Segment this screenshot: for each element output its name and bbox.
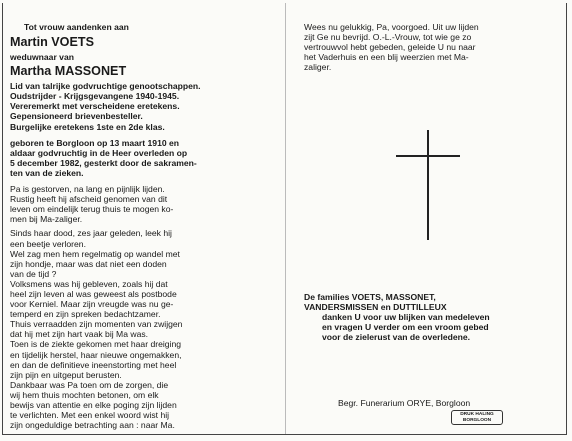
card-border-bottom	[2, 434, 567, 435]
cross-horizontal-bar	[396, 155, 460, 157]
deceased-name: Martin VOETS	[10, 35, 94, 50]
prayer-line: vertrouwvol hebt gebeden, geleide U nu naar	[304, 42, 476, 53]
cross-vertical-bar	[427, 130, 429, 240]
printer-credit: Begr. Funerarium ORYE, Borgloon	[338, 398, 471, 408]
text-line: Rustig heeft hij afscheid genomen van dit	[10, 194, 168, 205]
text-line: Dankbaar was Pa toen om de zorgen, die	[10, 379, 169, 390]
thanks-line: en vragen U verder om een vroom gebed	[322, 322, 489, 333]
text-line: zijn ongeduldige betrachting aan : naar Ma.	[10, 420, 175, 431]
right-panel	[304, 22, 556, 72]
text-line: voor Kerniel. Maar zijn vreugde was nu ge-	[10, 299, 174, 310]
birth-death-line: aldaar godvruchtig in de Heer overleden op	[10, 147, 188, 158]
stamp-line: DRUK HALING	[460, 412, 494, 417]
honor-line: Gepensioneerd brievenbesteller.	[10, 111, 143, 122]
birth-death-block	[10, 138, 278, 178]
birth-death-line: 5 december 1982, gesterkt door de sakramen-	[10, 157, 197, 168]
left-panel	[10, 22, 278, 430]
tribute-paragraph-1	[10, 184, 278, 224]
prayer-line: zaliger.	[304, 62, 332, 73]
spouse-name: Martha MASSONET	[10, 64, 127, 79]
text-line: dat hij met zijn hart vaak bij Ma was.	[10, 329, 149, 340]
birth-death-line: geboren te Borgloon op 13 maart 1910 en	[10, 137, 180, 148]
card-border-left	[2, 3, 3, 435]
text-line: Volksmens was hij gebleven, zoals hij dat	[10, 278, 168, 289]
honors-list	[10, 81, 278, 131]
text-line: Pa is gestorven, na lang en pijnlijk lijden.	[10, 184, 165, 195]
families-line: VANDERSMISSEN en DUTTILLEUX	[304, 302, 447, 313]
latin-cross-icon	[396, 130, 460, 240]
text-line: men bij Ma-zaliger.	[10, 214, 83, 225]
text-line: van de tijd ?	[10, 268, 57, 279]
fold-line	[285, 3, 286, 434]
text-line: zijn hondje, maar was dat niet een doden	[10, 258, 167, 269]
text-line: een beetje verloren.	[10, 238, 86, 249]
stamp-line: BORGLOON	[462, 418, 492, 423]
printer-stamp	[451, 410, 503, 425]
honor-line: Lid van talrijke godvruchtige genootschappen.	[10, 81, 201, 92]
card-border-right	[566, 3, 567, 435]
text-line: leven om eindelijk terug thuis te mogen ko-	[10, 204, 174, 215]
prayer-line: Wees nu gelukkig, Pa, voorgoed. Uit uw lijden	[304, 22, 479, 32]
families-block	[304, 292, 560, 342]
text-line: Toen is de ziekte gekomen met haar dreiging	[10, 339, 182, 350]
text-line: wij hem thuis mochten betonen, om elk	[10, 389, 159, 400]
text-line: bewijs van attentie en elke poging zijn lijden	[10, 400, 177, 410]
text-line: Wel zag men hem regelmatig op wandel met	[10, 248, 180, 259]
text-line: Sinds haar dood, zes jaar geleden, leek hij	[10, 228, 172, 239]
text-line: zijn pijn en uitgeput berusten.	[10, 369, 122, 380]
thanks-line: danken U voor uw blijken van medeleven	[322, 312, 490, 323]
birth-death-line: ten van de zieken.	[10, 167, 84, 178]
honor-line: Oudstrijder - Krijgsgevangene 1940-1945.	[10, 91, 180, 102]
text-line: en dan de definitieve ineenstorting met heel	[10, 359, 177, 370]
prayer-line: het Vaderhuis en een blij weerzien met Ma-	[304, 52, 469, 63]
widower-of-line: weduwnaar van	[10, 52, 74, 63]
tribute-paragraph-2	[10, 228, 278, 430]
families-line: De families VOETS, MASSONET,	[304, 292, 436, 302]
text-line: heel zijn leven al was geweest als postbode	[10, 288, 177, 299]
text-line: Thuis verraadden zijn momenten van zwijgen	[10, 319, 183, 330]
thanks-line: voor de zielerust van de overledene.	[322, 332, 471, 343]
honor-line: Vereremerkt met verscheidene eretekens.	[10, 101, 180, 112]
intro-line: Tot vrouw aandenken aan	[24, 22, 129, 32]
text-line: temperd en zijn spreken bedachtzamer.	[10, 309, 161, 320]
text-line: te verlichten. Met een enkel woord wist hij	[10, 410, 170, 421]
text-line: en tijdelijk herstel, haar nieuwe ongemakken,	[10, 349, 182, 360]
prayer-line: zijt Ge nu bevrijd. O.-L.-Vrouw, tot wie ge zo	[304, 32, 472, 43]
prayer-block	[304, 22, 556, 72]
honor-line: Burgelijke eretekens 1ste en 2de klas.	[10, 121, 165, 132]
